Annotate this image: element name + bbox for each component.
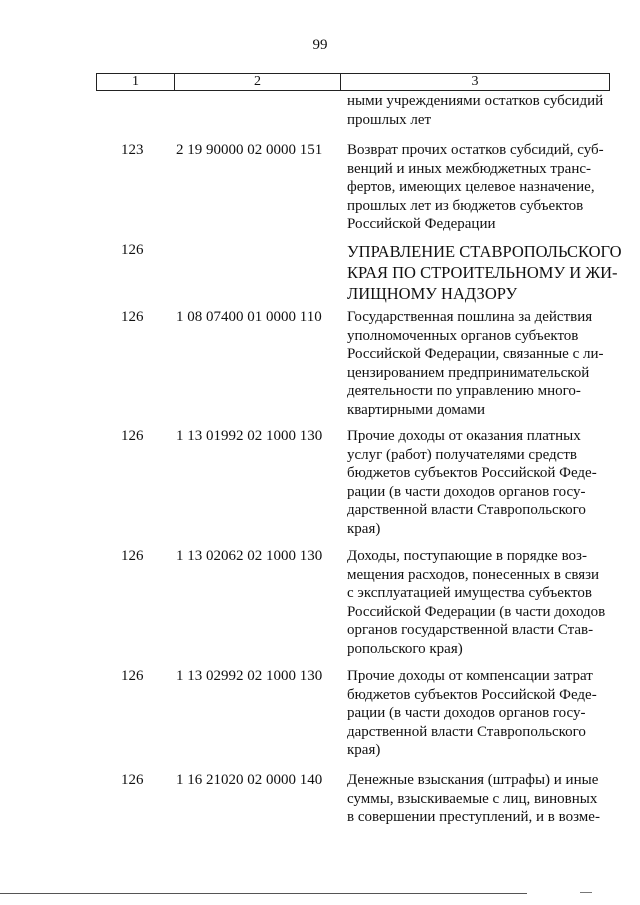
description-line: Возврат прочих остатков субсидий, суб- [347,142,604,158]
description-line: рации (в части доходов органов госу- [347,483,586,500]
budget-code: 1 08 07400 01 0000 110 [176,309,322,325]
heading-line: КРАЯ ПО СТРОИТЕЛЬНОМУ И ЖИ- [347,263,618,282]
description-line: бюджетов субъектов Российской Феде- [347,465,597,481]
heading-line: УПРАВЛЕНИЕ СТАВРОПОЛЬСКОГО [347,242,622,261]
header-col-1: 1 [97,74,175,90]
description-line: ропольского края) [347,640,463,657]
description-line: услуг (работ) получателями средств [347,446,577,463]
description-line: Российской Федерации, связанные с ли- [347,346,604,362]
description-line: суммы, взыскиваемые с лиц, виновных [347,790,598,807]
agency-heading [347,241,622,304]
description-line: Государственная пошлина за действия [347,309,593,325]
budget-code: 1 13 02992 02 1000 130 [176,668,323,684]
description-line: деятельности по управлению много- [347,383,581,399]
row-number: 126 [121,668,144,684]
row-description [347,308,609,419]
row-description [347,667,609,760]
continued-description [347,92,609,129]
description-line: в совершении преступлений, и в возме- [347,809,600,825]
description-line: квартирными домами [347,401,486,418]
description-line: Денежные взыскания (штрафы) и иные [347,772,599,788]
description-line: прошлых лет из бюджетов субъектов [347,197,584,214]
description-line: бюджетов субъектов Российской Феде- [347,686,597,703]
description-line: Российской Федерации (в части доходов [347,603,606,620]
description-line: рации (в части доходов органов госу- [347,705,586,721]
description-line: Прочие доходы от компенсации затрат [347,668,593,684]
page-number: 99 [312,37,328,53]
row-number: 126 [121,772,144,788]
budget-code: 1 13 01992 02 1000 130 [176,428,323,444]
description-line: дарственной власти Ставропольского [347,502,586,518]
description-line: уполномоченных органов субъектов [347,327,579,344]
description-line: цензированием предпринимательской [347,364,590,381]
bottom-rule [0,893,527,894]
heading-line: ЛИЩНОМУ НАДЗОРУ [347,284,518,303]
row-description [347,427,609,538]
header-col-3: 3 [471,74,479,89]
row-description [347,547,609,658]
description-line: фертов, имеющих целевое назначение, [347,179,595,195]
description-line: Прочие доходы от оказания платных [347,428,581,444]
row-number: 126 [121,428,144,444]
description-line: прошлых лет [347,111,432,128]
row-number: 123 [121,142,144,158]
description-line: дарственной власти Ставропольского [347,723,586,740]
row-description [347,771,609,827]
description-line: венций и иных межбюджетных транс- [347,160,592,177]
row-description [347,141,609,234]
description-line: Российской Федерации [347,216,496,232]
description-line: с эксплуатацией имущества субъектов [347,585,592,601]
row-number: 126 [121,242,144,258]
header-col-2: 2 [175,74,341,90]
description-line: края) [347,742,381,758]
table-header [96,73,610,91]
description-line: органов государственной власти Став- [347,622,594,638]
description-line: Доходы, поступающие в порядке воз- [347,548,587,564]
description-line: ными учреждениями остатков субсидий [347,93,604,109]
description-line: края) [347,520,381,537]
budget-code: 1 16 21020 02 0000 140 [176,772,323,788]
budget-code: 1 13 02062 02 1000 130 [176,548,323,564]
row-number: 126 [121,309,144,325]
budget-code: 2 19 90000 02 0000 151 [176,142,323,158]
description-line: мещения расходов, понесенных в связи [347,566,600,583]
bottom-dash-mark [580,892,592,893]
row-number: 126 [121,548,144,564]
